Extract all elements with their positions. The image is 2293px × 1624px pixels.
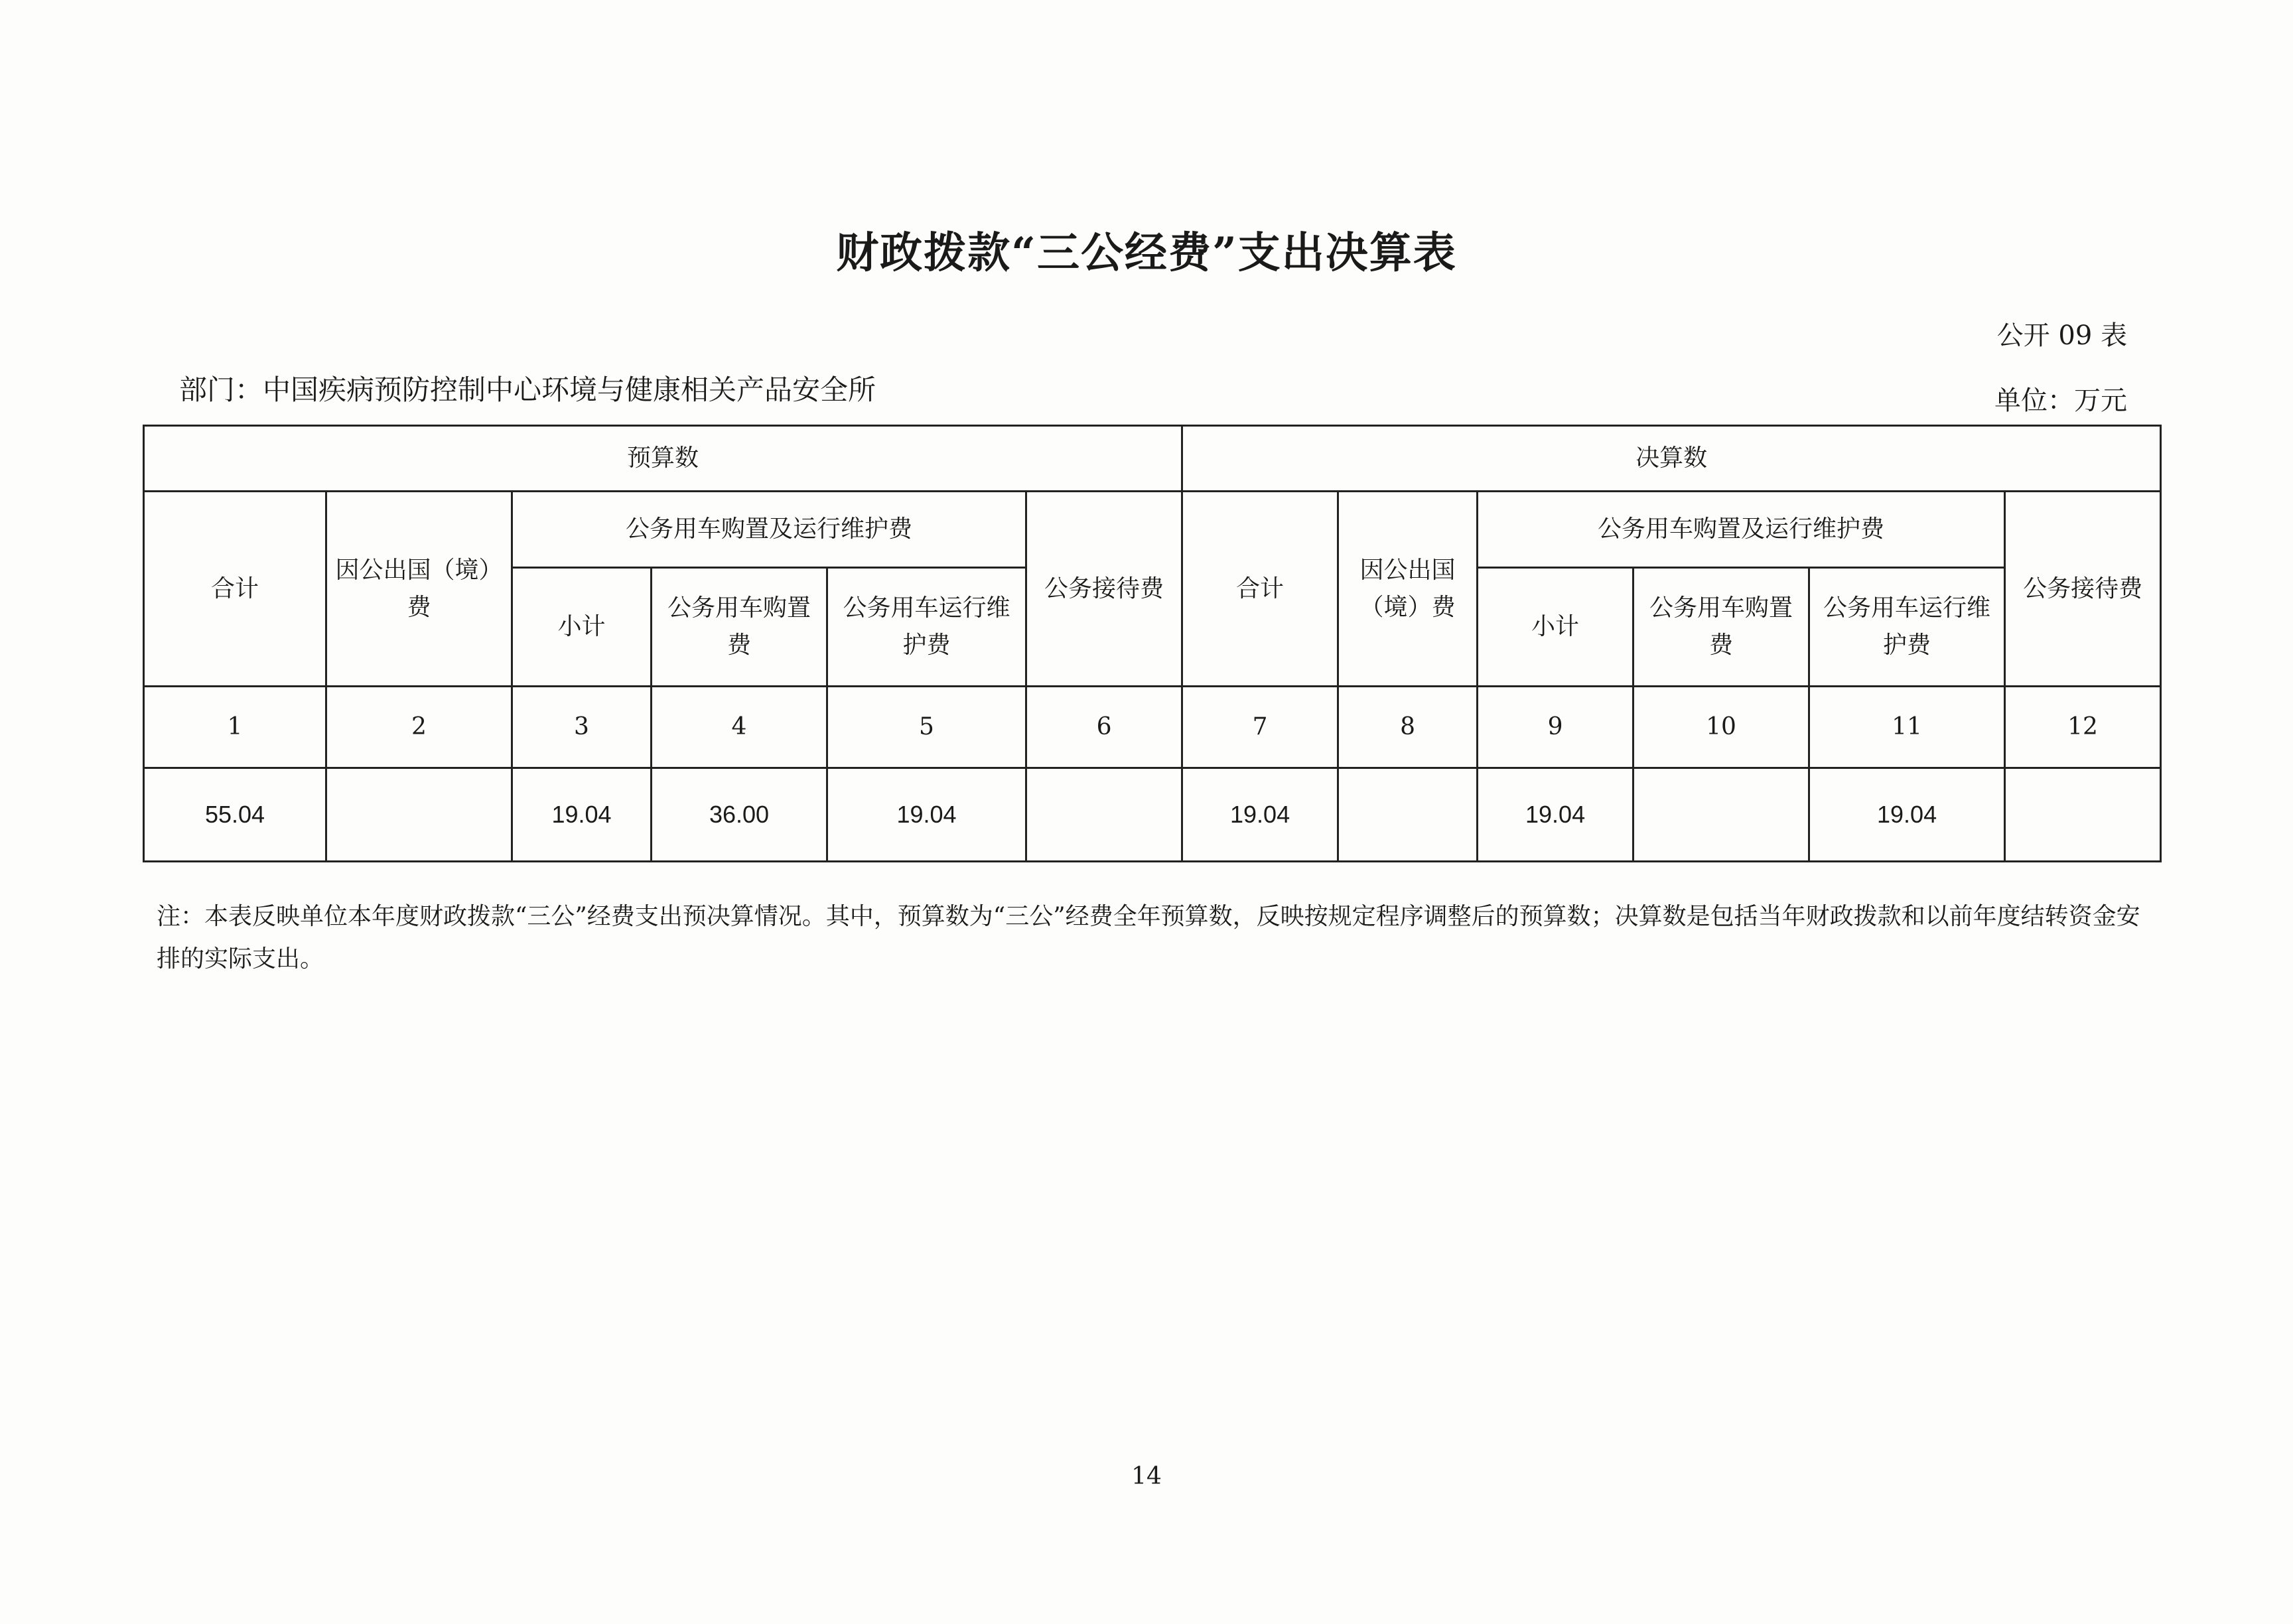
- budget-subtotal-header: 小计: [512, 568, 652, 687]
- final-group-header: 决算数: [1182, 426, 2161, 492]
- value-cell: [326, 768, 512, 862]
- column-number: 3: [512, 687, 652, 768]
- unit-label: 单位：万元: [1994, 385, 2127, 416]
- group-header-row: [144, 426, 2161, 492]
- budget-reception-header: 公务接待费: [1026, 492, 1182, 687]
- column-number: 6: [1026, 687, 1182, 768]
- final-subtotal-header: 小计: [1478, 568, 1633, 687]
- column-number: 11: [1809, 687, 2005, 768]
- column-number-row: [144, 687, 2161, 768]
- column-number: 10: [1633, 687, 1809, 768]
- final-total-header: 合计: [1182, 492, 1338, 687]
- page-title: 财政拨款“三公经费”支出决算表: [836, 228, 1457, 278]
- final-vehicle-operation-header: 公务用车运行维护费: [1809, 568, 2005, 687]
- value-cell: 19.04: [512, 768, 652, 862]
- budget-vehicle-operation-header: 公务用车运行维护费: [827, 568, 1026, 687]
- value-cell: 19.04: [1809, 768, 2005, 862]
- final-vehicle-group-header: 公务用车购置及运行维护费: [1478, 492, 2005, 568]
- column-number: 1: [144, 687, 326, 768]
- column-number: 12: [2005, 687, 2161, 768]
- column-number: 5: [827, 687, 1026, 768]
- column-number: 2: [326, 687, 512, 768]
- budget-group-header: 预算数: [144, 426, 1182, 492]
- column-number: 4: [652, 687, 827, 768]
- final-abroad-header: 因公出国（境）费: [1338, 492, 1478, 687]
- column-header-row: [144, 492, 2161, 568]
- final-vehicle-purchase-header: 公务用车购置费: [1633, 568, 1809, 687]
- value-cell: [2005, 768, 2161, 862]
- department-label: 部门：中国疾病预防控制中心环境与健康相关产品安全所: [179, 373, 876, 406]
- value-cell: 36.00: [652, 768, 827, 862]
- budget-vehicle-purchase-header: 公务用车购置费: [652, 568, 827, 687]
- value-cell: 19.04: [827, 768, 1026, 862]
- value-cell: [1338, 768, 1478, 862]
- table-note: 注：本表反映单位本年度财政拨款“三公”经费支出预决算情况。其中，预算数为“三公”经费全年预算数，反映按规定程序调整后的预算数；决算数是包括当年财政拨款和以前年度结转资金安排的实际支出。: [157, 903, 2140, 973]
- value-cell: [1633, 768, 1809, 862]
- value-cell: 19.04: [1182, 768, 1338, 862]
- form-number: 公开 09 表: [1996, 320, 2127, 351]
- final-reception-header: 公务接待费: [2005, 492, 2161, 687]
- value-cell: 55.04: [144, 768, 326, 862]
- value-cell: 19.04: [1478, 768, 1633, 862]
- column-number: 8: [1338, 687, 1478, 768]
- budget-total-header: 合计: [144, 492, 326, 687]
- three-public-expenses-table: [143, 425, 2162, 862]
- column-number: 9: [1478, 687, 1633, 768]
- value-cell: [1026, 768, 1182, 862]
- budget-abroad-header: 因公出国（境）费: [326, 492, 512, 687]
- value-row: [144, 768, 2161, 862]
- budget-vehicle-group-header: 公务用车购置及运行维护费: [512, 492, 1026, 568]
- column-number: 7: [1182, 687, 1338, 768]
- page-number: 14: [1131, 1463, 1162, 1490]
